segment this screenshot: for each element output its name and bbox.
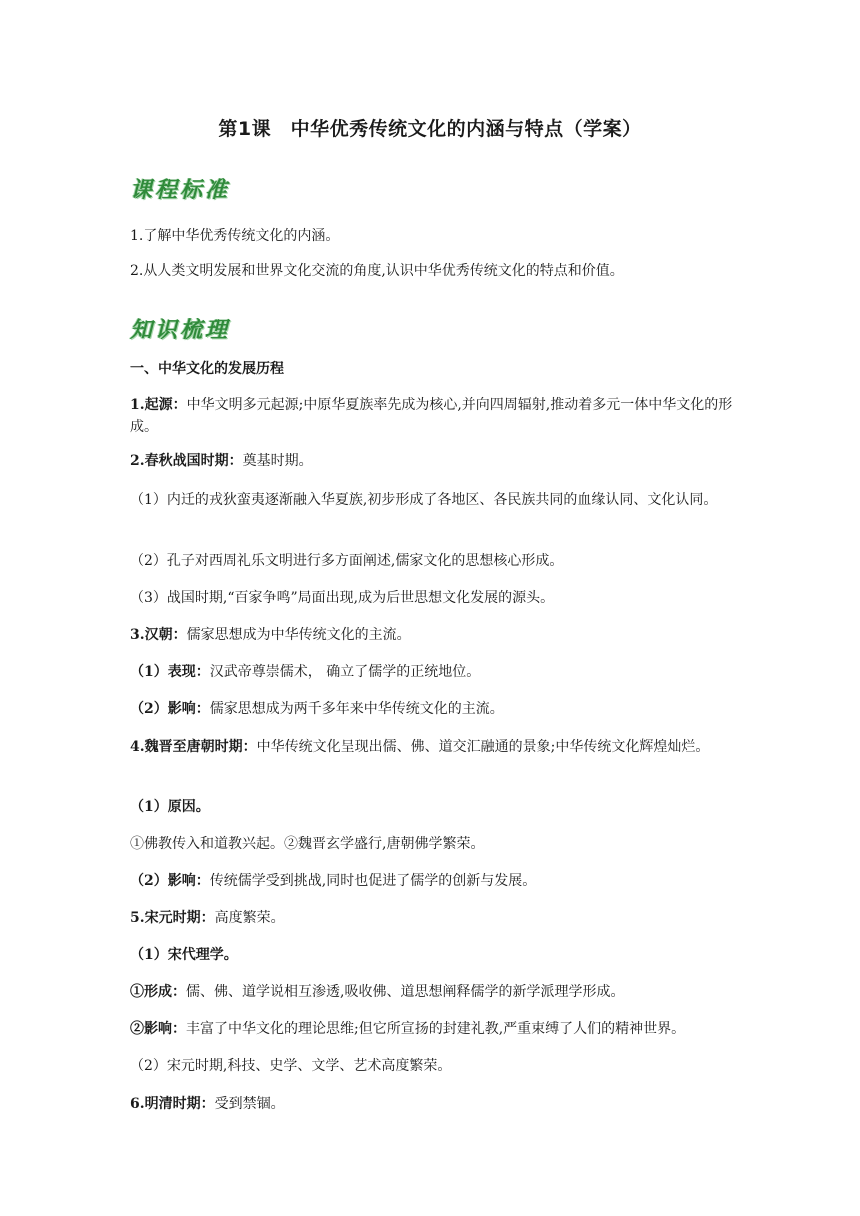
paragraph-ming-qing [130,1093,734,1115]
standard-item-2: 2.从人类文明发展和世界文化交流的角度,认识中华优秀传统文化的特点和价值。 [130,263,624,279]
han-point-1 [130,661,734,683]
wj-point-1-label: （1）原因。 [130,799,210,815]
chunqiu-label: 2.春秋战国时期： [130,453,243,469]
sy-point-2: （2）宋元时期,科技、史学、文学、艺术高度繁荣。 [130,1058,452,1074]
han-text: 儒家思想成为中华传统文化的主流。 [186,627,411,643]
han-1-label: （1）表现： [130,664,210,680]
chunqiu-text: 奠基时期。 [242,453,313,469]
standard-item-1: 1.了解中华优秀传统文化的内涵。 [130,228,340,244]
sy-point-1-label: （1）宋代理学。 [130,947,238,963]
origin-text: 中华文明多元起源;中原华夏族率先成为核心,并向四周辐射,推动着多元一体中华文化的形成。 [130,397,733,435]
paragraph-origin [130,394,734,438]
wj-point-1-text: ①佛教传入和道教兴起。②魏晋玄学盛行,唐朝佛学繁荣。 [130,836,485,852]
han-label: 3.汉朝： [130,627,187,643]
sy-1b-text: 丰富了中华文化的理论思维;但它所宣扬的封建礼教,严重束缚了人们的精神世界。 [186,1021,686,1037]
paragraph-han [130,624,734,646]
wj-2-label: （2）影响： [130,873,210,889]
mq-label: 6.明清时期： [130,1096,215,1112]
chunqiu-point-3: （3）战国时期,“百家争鸣”局面出现,成为后世思想文化发展的源头。 [130,590,555,606]
han-1-text: 汉武帝尊崇儒术， 确立了儒学的正统地位。 [209,664,481,680]
sy-label: 5.宋元时期： [130,910,215,926]
han-2-label: （2）影响： [130,701,210,717]
paragraph-chunqiu [130,450,734,472]
chunqiu-point-2: （2）孔子对西周礼乐文明进行多方面阐述,儒家文化的思想核心形成。 [130,553,564,569]
sy-text: 高度繁荣。 [214,910,285,926]
wj-text: 中华传统文化呈现出儒、佛、道交汇融通的景象;中华传统文化辉煌灿烂。 [256,739,710,755]
sy-1a-text: 儒、佛、道学说相互渗透,吸收佛、道思想阐释儒学的新学派理学形成。 [186,984,625,1000]
knowledge-review-banner: 知识梳理 [130,317,231,343]
mq-text: 受到禁锢。 [214,1096,285,1112]
page-title: 第1课 中华优秀传统文化的内涵与特点（学案） [218,118,642,140]
paragraph-song-yuan [130,907,734,929]
wj-2-text: 传统儒学受到挑战,同时也促进了儒学的创新与发展。 [209,873,537,889]
chunqiu-point-1: （1）内迁的戎狄蛮夷逐渐融入华夏族,初步形成了各地区、各民族共同的血缘认同、文化认同。 [130,492,718,508]
wj-label: 4.魏晋至唐朝时期： [130,739,257,755]
han-point-2 [130,698,734,720]
wj-point-2 [130,870,734,892]
sy-1b-label: ②影响： [130,1021,186,1037]
origin-label: 1.起源： [130,397,187,413]
sy-1a-label: ①形成： [130,984,186,1000]
han-2-text: 儒家思想成为两千多年来中华传统文化的主流。 [209,701,504,717]
section-heading: 一、中华文化的发展历程 [130,361,284,377]
sy-point-1b [130,1018,750,1040]
sy-point-1a [130,981,734,1003]
course-standards-banner: 课程标准 [130,177,231,203]
paragraph-weijin-tang [130,736,734,758]
